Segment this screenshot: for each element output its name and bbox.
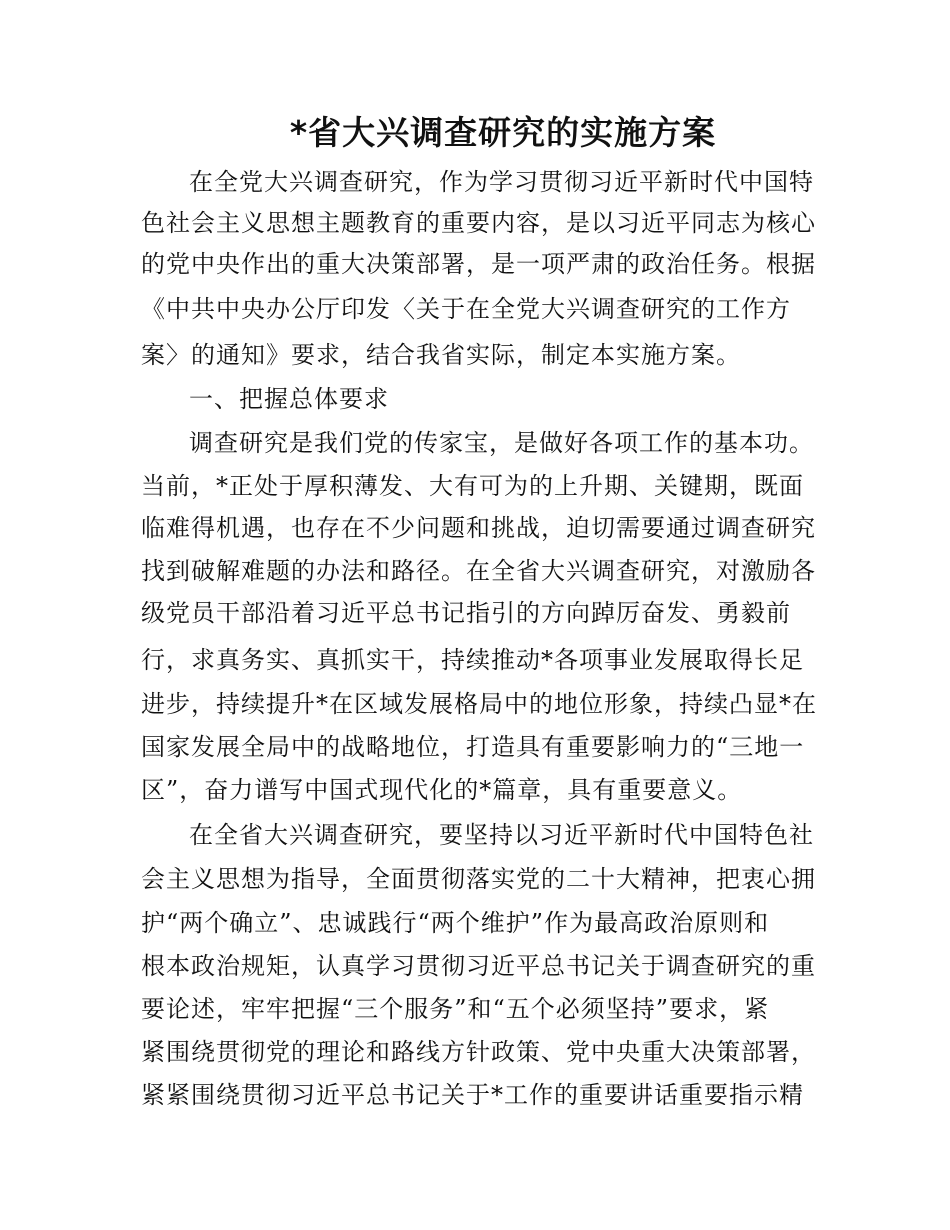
body-line: 要论述，牢牢把握“三个服务”和“五个必须坚持”要求，紧 (141, 995, 770, 1023)
body-line: 的党中央作出的重大决策部署，是一项严肃的政治任务。根据 (141, 250, 816, 278)
body-line: 进步，持续提升*在区域发展格局中的地位形象，持续凸显*在 (141, 690, 817, 718)
body-line: 在全省大兴调查研究，要坚持以习近平新时代中国特色社 (189, 821, 814, 849)
body-line: 级党员干部沿着习近平总书记指引的方向踔厉奋发、勇毅前 (141, 599, 791, 627)
body-line: 当前，*正处于厚积薄发、大有可为的上升期、关键期，既面 (141, 472, 804, 500)
section-heading: 一、把握总体要求 (189, 385, 389, 413)
body-line: 区”，奋力谱写中国式现代化的*篇章，具有重要意义。 (141, 776, 743, 804)
body-line: 国家发展全局中的战略地位，打造具有重要影响力的“三地一 (141, 733, 805, 761)
document-title: *省大兴调查研究的实施方案 (289, 113, 717, 152)
body-line: 《中共中央办公厅印发〈关于在全党大兴调查研究的工作方 (141, 295, 791, 323)
body-line: 在全党大兴调查研究，作为学习贯彻习近平新时代中国特 (189, 168, 814, 196)
body-line: 调查研究是我们党的传家宝，是做好各项工作的基本功。 (189, 429, 814, 457)
body-line: 会主义思想为指导，全面贯彻落实党的二十大精神，把衷心拥 (141, 865, 816, 893)
body-line: 色社会主义思想主题教育的重要内容，是以习近平同志为核心 (141, 209, 816, 237)
body-line: 案〉的通知》要求，结合我省实际，制定本实施方案。 (141, 341, 741, 369)
body-line: 临难得机遇，也存在不少问题和挑战，迫切需要通过调查研究 (141, 514, 816, 542)
body-line: 行，求真务实、真抓实干，持续推动*各项事业发展取得长足 (141, 646, 804, 674)
body-line: 紧紧围绕贯彻习近平总书记关于*工作的重要讲话重要指示精 (141, 1081, 804, 1109)
body-line: 找到破解难题的办法和路径。在全省大兴调查研究，对激励各 (141, 557, 816, 585)
body-line: 护“两个确立”、忠诚践行“两个维护”作为最高政治原则和 (141, 909, 770, 937)
body-line: 紧围绕贯彻党的理论和路线方针政策、党中央重大决策部署， (141, 1038, 816, 1066)
body-line: 根本政治规矩，认真学习贯彻习近平总书记关于调查研究的重 (141, 952, 816, 980)
